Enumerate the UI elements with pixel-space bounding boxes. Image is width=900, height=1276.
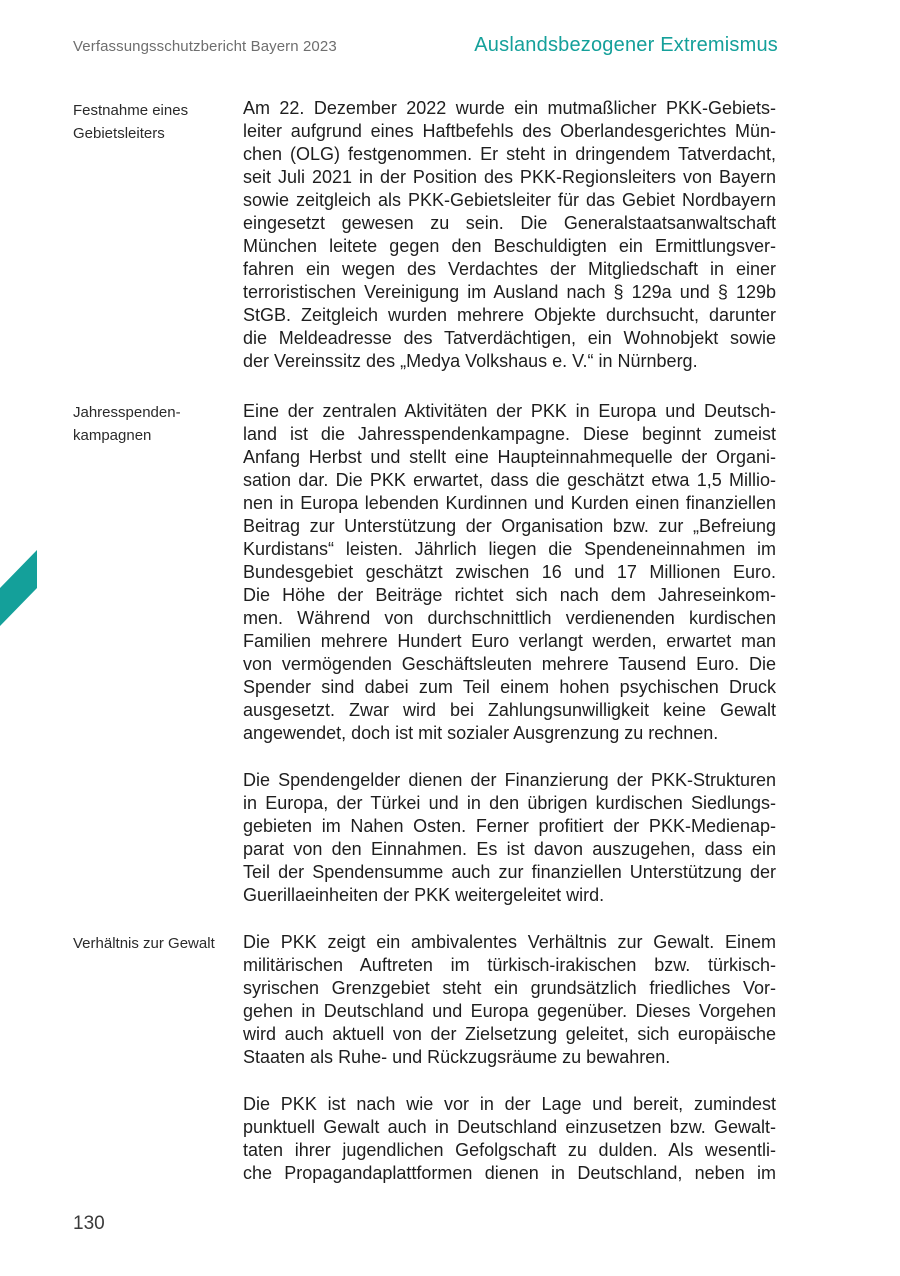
chapter-title: Auslandsbezogener Extremismus <box>474 34 778 56</box>
text-line: che Propagandaplattformen dienen in Deutschland, neben im <box>243 1163 776 1183</box>
text-line: Spender sind dabei zum Teil einem hohen psychischen Druck <box>243 677 776 697</box>
text-line: Die PKK ist nach wie vor in der Lage und bereit, zumindest <box>243 1094 776 1114</box>
margin-note-line: kampagnen <box>73 427 152 444</box>
text-line: men. Während von durchschnittlich verdienenden kurdischen <box>243 608 776 628</box>
text-line: Die Höhe der Beiträge richtet sich nach dem Jahreseinkom- <box>243 585 776 605</box>
paragraph <box>243 1093 776 1185</box>
text-line: sation dar. Die PKK erwartet, dass die geschätzt etwa 1,5 Millio- <box>243 470 776 490</box>
margin-note <box>73 401 223 447</box>
margin-note <box>73 932 223 955</box>
text-line: München leitete gegen den Beschuldigten ein Ermittlungsver- <box>243 236 776 256</box>
text-line: eingesetzt gewesen zu sein. Die Generalstaatsanwaltschaft <box>243 213 776 233</box>
margin-note <box>73 99 223 145</box>
text-line: wird auch aktuell von der Zielsetzung geleitet, sich europäische <box>243 1024 776 1044</box>
text-line: chen (OLG) festgenommen. Er steht in dringendem Tatverdacht, <box>243 144 776 164</box>
text-line: Am 22. Dezember 2022 wurde ein mutmaßlicher PKK-Gebiets- <box>243 98 776 118</box>
text-line: Beitrag zur Unterstützung der Organisation bzw. zur „Befreiung <box>243 516 776 536</box>
text-line: Die PKK zeigt ein ambivalentes Verhältnis zur Gewalt. Einem <box>243 932 776 952</box>
text-line: Anfang Herbst und stellt eine Haupteinnahmequelle der Organi- <box>243 447 776 467</box>
margin-note-line: Festnahme eines <box>73 102 189 119</box>
chapter-tab-marker <box>0 550 40 628</box>
text-line: Familien mehrere Hundert Euro verlangt werden, erwartet man <box>243 631 776 651</box>
text-line: taten ihrer jugendlichen Gefolgschaft zu dulden. Als wesentli- <box>243 1140 776 1160</box>
text-line: die Meldeadresse des Tatverdächtigen, ein Wohnobjekt sowie <box>243 328 776 348</box>
text-line: in Europa, der Türkei und in den übrigen kurdischen Siedlungs- <box>243 793 776 813</box>
text-line: seit Juli 2021 in der Position des PKK-Regionsleiters von Bayern <box>243 167 776 187</box>
text-line: von vermögenden Geschäftsleuten mehrere Tausend Euro. Die <box>243 654 776 674</box>
page-number: 130 <box>73 1213 105 1234</box>
text-line: syrischen Grenzgebiet steht ein grundsätzlich friedliches Vor- <box>243 978 776 998</box>
paragraph <box>243 400 776 745</box>
text-line: StGB. Zeitgleich wurden mehrere Objekte durchsucht, darunter <box>243 305 776 325</box>
margin-note-line: Verhältnis zur Gewalt <box>73 935 215 952</box>
paragraph <box>243 97 776 373</box>
text-line: fahren ein wegen des Verdachtes der Mitgliedschaft in einer <box>243 259 776 279</box>
text-line: Eine der zentralen Aktivitäten der PKK in Europa und Deutsch- <box>243 401 776 421</box>
paragraph <box>243 769 776 907</box>
text-line: angewendet, doch ist mit sozialer Ausgrenzung zu rechnen. <box>243 723 719 743</box>
text-line: leiter aufgrund eines Haftbefehls des Oberlandesgerichtes Mün- <box>243 121 776 141</box>
text-line: ausgesetzt. Zwar wird bei Zahlungsunwilligkeit keine Gewalt <box>243 700 776 720</box>
chapter-tab-shape <box>0 550 37 626</box>
text-line: land ist die Jahresspendenkampagne. Diese beginnt zumeist <box>243 424 776 444</box>
text-line: Kurdistans“ leisten. Jährlich liegen die Spendeneinnahmen im <box>243 539 776 559</box>
text-line: Bundesgebiet geschätzt zwischen 16 und 17 Millionen Euro. <box>243 562 776 582</box>
text-line: Die Spendengelder dienen der Finanzierung der PKK-Strukturen <box>243 770 776 790</box>
text-line: Guerillaeinheiten der PKK weitergeleitet wird. <box>243 885 605 905</box>
text-line: terroristischen Vereinigung im Ausland nach § 129a und § 129b <box>243 282 776 302</box>
text-line: militärischen Auftreten im türkisch-irakischen bzw. türkisch- <box>243 955 776 975</box>
margin-note-line: Gebietsleiters <box>73 125 165 142</box>
text-line: nen in Europa lebenden Kurdinnen und Kurden einen finanziellen <box>243 493 776 513</box>
text-line: sowie zeitgleich als PKK-Gebietsleiter für das Gebiet Nordbayern <box>243 190 776 210</box>
publication-title: Verfassungsschutzbericht Bayern 2023 <box>73 38 337 55</box>
text-line: punktuell Gewalt auch in Deutschland einzusetzen bzw. Gewalt- <box>243 1117 776 1137</box>
text-line: der Vereinssitz des „Medya Volkshaus e. V.“ in Nürnberg. <box>243 351 698 371</box>
text-line: Teil der Spendensumme auch zur finanziellen Unterstützung der <box>243 862 776 882</box>
margin-note-line: Jahresspenden- <box>73 404 181 421</box>
text-line: parat von den Einnahmen. Es ist davon auszugehen, dass ein <box>243 839 776 859</box>
text-line: Staaten als Ruhe- und Rückzugsräume zu bewahren. <box>243 1047 671 1067</box>
text-line: gehen in Deutschland und Europa gegenüber. Dieses Vorgehen <box>243 1001 776 1021</box>
text-line: gebieten im Nahen Osten. Ferner profitiert der PKK-Medienap- <box>243 816 776 836</box>
paragraph <box>243 931 776 1069</box>
